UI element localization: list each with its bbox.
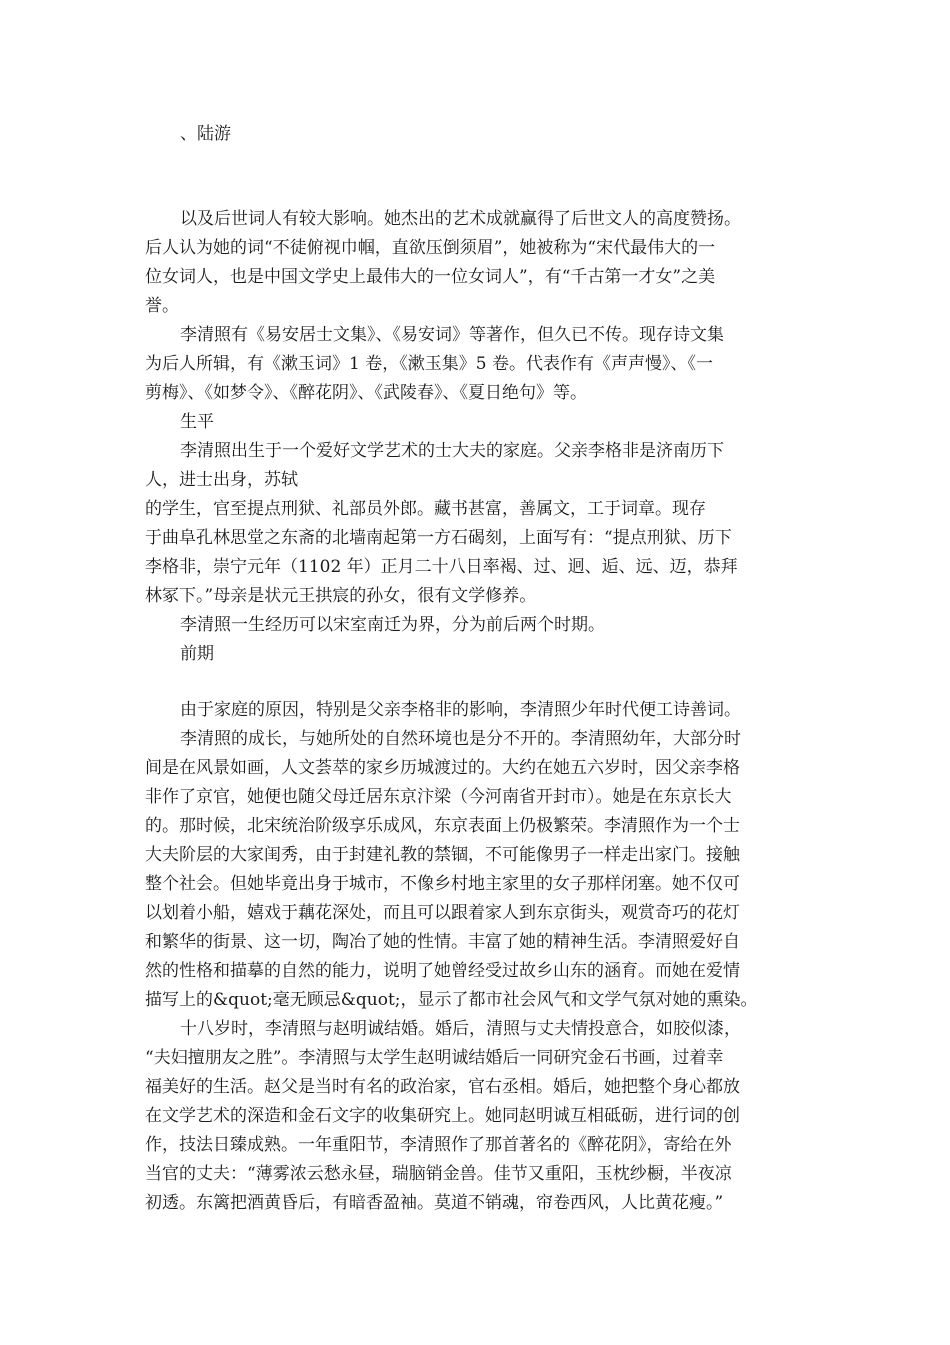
text-line: 李清照的成长，与她所处的自然环境也是分不开的。李清照幼年，大部分时: [180, 729, 741, 749]
text-line: 李格非，崇宁元年（1102 年）正月二十八日率褐、过、迥、逅、远、迈，恭拜: [145, 557, 738, 577]
text-line: 描写上的&quot;毫无顾忌&quot;，显示了都市社会风气和文学气氛对她的熏染。: [145, 990, 758, 1010]
section-heading-life: 生平: [180, 412, 214, 432]
text-line: 间是在风景如画，人文荟萃的家乡历城渡过的。大约在她五六岁时，因父亲李格: [145, 758, 740, 778]
text-line: 然的性格和描摹的自然的能力，说明了她曾经受过故乡山东的涵育。而她在爱情: [145, 961, 740, 981]
paragraph-periods: 李清照一生经历可以宋室南迁为界，分为前后两个时期。: [180, 615, 605, 635]
text-line: 后人认为她的词“不徒俯视巾帼，直欲压倒须眉”，她被称为“宋代最伟大的一: [145, 238, 716, 258]
text-line: 位女词人，也是中国文学史上最伟大的一位女词人”，有“千古第一才女”之美: [145, 267, 716, 287]
text-line: 人，进士出身，苏轼: [145, 470, 298, 490]
text-line: 为后人所辑，有《漱玉词》1 卷，《漱玉集》5 卷。代表作有《声声慢》、《一: [145, 354, 713, 374]
text-line: 誉。: [145, 296, 179, 316]
text-line: 李清照出生于一个爱好文学艺术的士大夫的家庭。父亲李格非是济南历下: [180, 441, 724, 461]
text-line: 在文学艺术的深造和金石文字的收集研究上。她同赵明诚互相砥砺，进行词的创: [145, 1106, 740, 1126]
text-line: 和繁华的街景、这一切，陶冶了她的性情。丰富了她的精神生活。李清照爱好自: [145, 932, 740, 952]
text-line: 非作了京官，她便也随父母迁居东京汴梁（今河南省开封市）。她是在东京长大: [145, 787, 732, 807]
text-line: 的。那时候，北宋统治阶级享乐成风，东京表面上仍极繁荣。李清照作为一个士: [145, 816, 740, 836]
heading: 、陆游: [180, 124, 231, 144]
text-line: 李清照有《易安居士文集》、《易安词》等著作，但久已不传。现存诗文集: [180, 325, 724, 345]
text-line: 福美好的生活。赵父是当时有名的政治家，官右丞相。婚后，她把整个身心都放: [145, 1077, 740, 1097]
text-line: 初透。东篱把酒黄昏后，有暗香盈袖。莫道不销魂，帘卷西风，人比黄花瘦。”: [145, 1193, 724, 1213]
text-line: 林冢下。”母亲是状元王拱宸的孙女，很有文学修养。: [145, 586, 537, 606]
text-line: 的学生，官至提点刑狱、礼部员外郎。藏书甚富，善属文，工于词章。现存: [145, 499, 706, 519]
text-line: 以划着小船，嬉戏于藕花深处，而且可以跟着家人到东京街头，观赏奇巧的花灯: [145, 903, 740, 923]
text-line: 大夫阶层的大家闺秀，由于封建礼教的禁锢，不可能像男子一样走出家门。接触: [145, 845, 740, 865]
section-heading-early: 前期: [180, 644, 214, 664]
text-line: 当官的丈夫：“薄雾浓云愁永昼，瑞脑销金兽。佳节又重阳，玉枕纱橱，半夜凉: [145, 1164, 732, 1184]
text-line: 十八岁时，李清照与赵明诚结婚。婚后，清照与丈夫情投意合，如胶似漆，: [180, 1019, 741, 1039]
text-line: 以及后世词人有较大影响。她杰出的艺术成就赢得了后世文人的高度赞扬。: [180, 209, 741, 229]
text-line: 作，技法日臻成熟。一年重阳节，李清照作了那首著名的《醉花阴》，寄给在外: [145, 1135, 732, 1155]
text-line: “夫妇擅朋友之胜”。李清照与太学生赵明诚结婚后一同研究金石书画，过着幸: [145, 1048, 724, 1068]
text-line: 于曲阜孔林思堂之东斋的北墙南起第一方石碣刻，上面写有：“提点刑狱、历下: [145, 528, 732, 548]
text-line: 剪梅》、《如梦令》、《醉花阴》、《武陵春》、《夏日绝句》等。: [145, 383, 587, 403]
paragraph-youth: 由于家庭的原因，特别是父亲李格非的影响，李清照少年时代便工诗善词。: [180, 700, 741, 720]
text-line: 整个社会。但她毕竟出身于城市，不像乡村地主家里的女子那样闭塞。她不仅可: [145, 874, 740, 894]
